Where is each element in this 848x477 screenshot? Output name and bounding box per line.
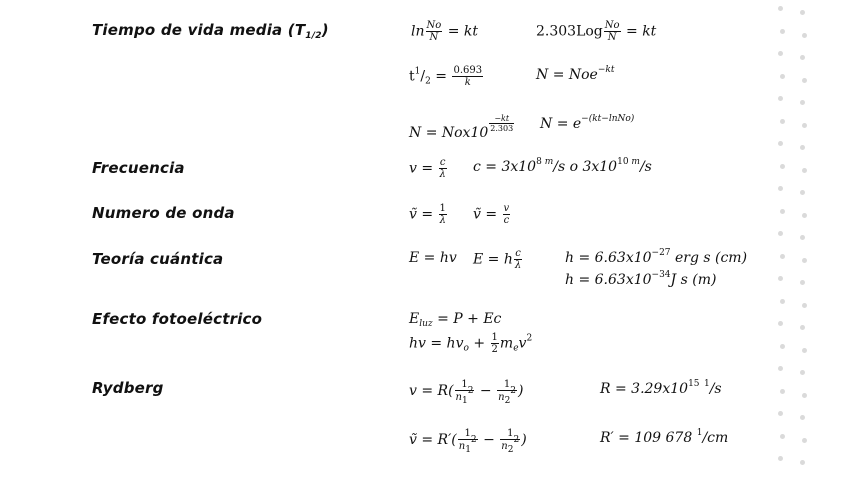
eq-rydberg-onda: ṽ = R′( $\frac{1}{n_1^2}$ − $\frac{1}{n_2^2}$ ) xyxy=(409,428,527,455)
eq-n-e-exp: $N = e^{-(kt-lnNo)}$ xyxy=(540,114,635,132)
decorative-dot-border xyxy=(770,0,810,477)
decorative-dot xyxy=(802,78,807,83)
eq-e-hv: E = hv xyxy=(409,250,457,266)
decorative-dot xyxy=(780,74,785,79)
decorative-dot xyxy=(802,348,807,353)
eq-onda-lambda: ṽ = $\frac{1}{\lambda}$ xyxy=(409,203,446,226)
decorative-dot xyxy=(778,321,783,326)
decorative-dot xyxy=(800,10,805,15)
decorative-dot xyxy=(780,119,785,124)
decorative-dot xyxy=(800,280,805,285)
decorative-dot xyxy=(780,344,785,349)
decorative-dot xyxy=(802,438,807,443)
decorative-dot xyxy=(800,325,805,330)
decorative-dot xyxy=(800,190,805,195)
heading-frecuencia: Frecuencia xyxy=(92,159,185,177)
decorative-dot xyxy=(802,393,807,398)
eq-e-h-c-lambda: E = h $\frac{c}{\lambda}$ xyxy=(473,248,522,271)
heading-numero-de-onda: Numero de onda xyxy=(92,204,235,222)
decorative-dot xyxy=(778,6,783,11)
decorative-dot xyxy=(802,213,807,218)
decorative-dot xyxy=(778,231,783,236)
eq-frecuencia-v: v = $\frac{c}{\lambda}$ xyxy=(409,157,446,180)
decorative-dot xyxy=(778,411,783,416)
eq-log-no-n: 2.303Log $\frac{No}{N}$ = kt xyxy=(536,20,657,43)
decorative-dot xyxy=(800,55,805,60)
decorative-dot xyxy=(780,164,785,169)
decorative-dot xyxy=(780,299,785,304)
decorative-dot xyxy=(778,276,783,281)
decorative-dot xyxy=(780,209,785,214)
eq-ln-no-n: ln $\frac{No}{N}$ = kt xyxy=(411,20,479,43)
decorative-dot xyxy=(780,389,785,394)
decorative-dot xyxy=(778,186,783,191)
decorative-dot xyxy=(802,33,807,38)
heading-tiempo-vida-media: Tiempo de vida media $(T_{1/2})$ xyxy=(92,21,329,41)
eq-e-luz: $E_{luz} = P + Ec$ xyxy=(409,311,502,329)
decorative-dot xyxy=(800,145,805,150)
decorative-dot xyxy=(800,460,805,465)
eq-planck-si: $h = 6.63x10^{-34}J$ s (m) xyxy=(565,270,717,288)
heading-teoria-cuantica: Teoría cuántica xyxy=(92,250,224,268)
decorative-dot xyxy=(802,123,807,128)
eq-rydberg-constant: $R = 3.29x10^{15}$ $^1$/s xyxy=(600,379,722,397)
decorative-dot xyxy=(778,366,783,371)
decorative-dot xyxy=(800,415,805,420)
decorative-dot xyxy=(778,96,783,101)
decorative-dot xyxy=(802,303,807,308)
decorative-dot xyxy=(778,456,783,461)
decorative-dot xyxy=(780,29,785,34)
eq-rydberg-prime-constant: R′ = 109 678 $^1$/cm xyxy=(600,428,729,446)
decorative-dot xyxy=(800,100,805,105)
eq-velocidad-luz: $c = 3x10^8$ $^m$/s o $3x10^{10}$ $^m$/s xyxy=(473,157,652,175)
decorative-dot xyxy=(800,235,805,240)
decorative-dot xyxy=(780,254,785,259)
decorative-dot xyxy=(802,258,807,263)
eq-rydberg-v: v = R( $\frac{1}{n_1^2}$ − $\frac{1}{n_2^2}$ ) xyxy=(409,379,524,406)
eq-n-nox10: N = Nox10 $\frac{-kt}{2.303}$ xyxy=(409,114,514,141)
eq-t-half: $t^1/_2$ = $\frac{0.693}{k}$ xyxy=(409,65,483,88)
heading-rydberg: Rydberg xyxy=(92,379,164,397)
eq-n-noe: N = Noe$^{-kt}$ xyxy=(536,65,615,83)
decorative-dot xyxy=(800,370,805,375)
eq-planck-cgs: $h = 6.63x10^{-27}$ erg s (cm) xyxy=(565,248,748,266)
decorative-dot xyxy=(780,434,785,439)
decorative-dot xyxy=(778,51,783,56)
decorative-dot xyxy=(778,141,783,146)
eq-onda-v-c: ṽ = $\frac{v}{c}$ xyxy=(473,203,510,226)
heading-efecto-fotoelectrico: Efecto fotoeléctrico xyxy=(92,310,263,328)
decorative-dot xyxy=(802,168,807,173)
eq-hv-cinetica: hv = $hv_o$ + $\frac{1}{2}$ $m_ev^2$ xyxy=(409,332,533,355)
